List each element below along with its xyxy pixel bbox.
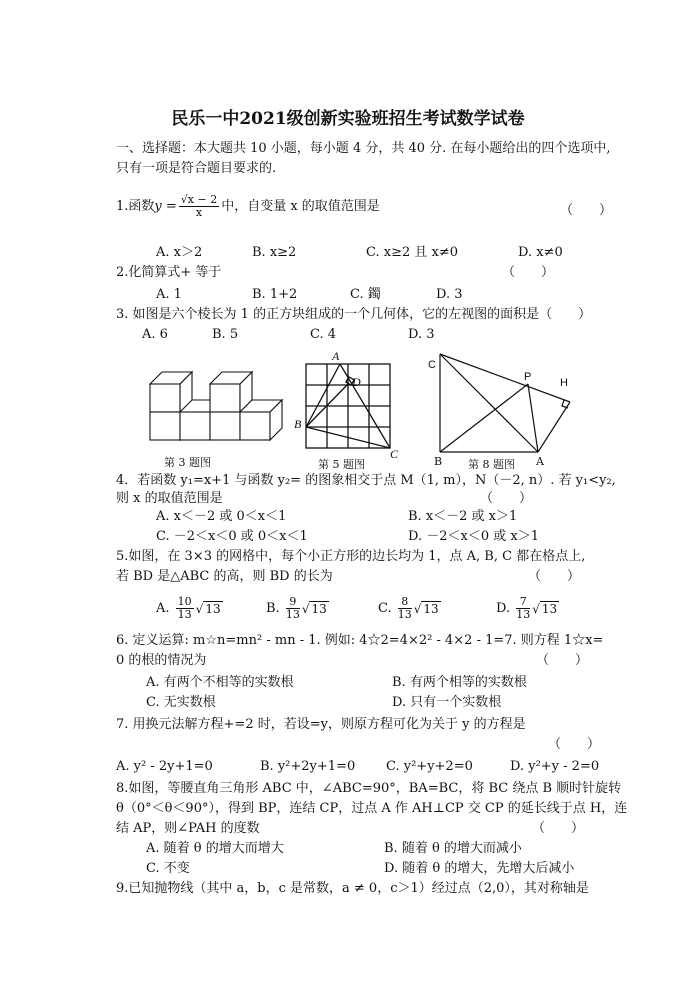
question-1 — [116, 194, 380, 219]
q4-option-d: D. －2＜x＜0 或 x＞1 — [408, 529, 539, 544]
q5d-rad: 13 — [541, 601, 558, 616]
q7-answer-paren: （ ） — [548, 737, 601, 752]
q4-option-c: C. －2＜x＜0 或 0＜x＜1 — [156, 529, 308, 544]
q5a-den: 13 — [177, 608, 192, 621]
q1-prefix: 1.函数 — [116, 199, 155, 214]
q5b-num: 9 — [286, 596, 300, 609]
q1-denominator: x — [195, 206, 203, 219]
q2-option-d: D. 3 — [436, 287, 463, 302]
q5c-num: 8 — [398, 596, 412, 609]
fig5-label-c: C — [390, 447, 399, 460]
q6-option-b: B. 有两个相等的实数根 — [392, 675, 527, 690]
q2-option-c: C. 鐲 — [350, 287, 381, 302]
fig8-label-c: C — [428, 359, 436, 371]
q1-suffix: 中，自变量 x 的取值范围是 — [221, 199, 380, 214]
question-9: 9.已知抛物线（其中 a，b，c 是常数，a ≠ 0，c＞1）经过点（2,0），其对称轴是 — [116, 881, 589, 896]
q3-option-d: D. 3 — [408, 327, 435, 342]
q5-option-a: A. $\frac{10}{13}$ √ 13 — [156, 595, 221, 621]
figure-5-grid — [292, 348, 404, 460]
q5b-rad: 13 — [311, 601, 327, 616]
question-6-line2: 0 的根的情况为 — [116, 653, 207, 668]
q5d-num: 7 — [516, 596, 530, 609]
fig5-label-d: D — [352, 375, 361, 389]
q4-option-b: B. x＜－2 或 x＞1 — [408, 509, 518, 524]
fig8-label-b: B — [434, 455, 443, 468]
q7-option-c: C. y²+y+2=0 — [386, 759, 473, 774]
q4-answer-paren: （ ） — [480, 491, 533, 506]
q5d-label: D. — [496, 601, 511, 616]
q1-option-d: D. x≠0 — [518, 245, 563, 260]
question-8-line3: 结 AP，则∠PAH 的度数 — [116, 821, 260, 836]
q5c-rad: 13 — [423, 601, 439, 616]
fig8-label-h: H — [560, 377, 568, 389]
q5c-den: 13 — [397, 608, 412, 621]
fig8-label-a: A — [536, 455, 544, 468]
figure-8-caption: 第 8 题图 — [468, 458, 515, 471]
q3-option-a: A. 6 — [142, 327, 168, 342]
q6-option-c: C. 无实数根 — [146, 695, 216, 710]
question-3: 3. 如图是六个棱长为 1 的正方块组成的一个几何体，它的左视图的面积是（ ） — [116, 307, 592, 322]
fig8-label-p: P — [524, 371, 532, 383]
question-7: 7. 用换元法解方程+=2 时，若设=y，则原方程可化为关于 y 的方程是 — [116, 717, 526, 732]
question-4-line1: 4．若函数 y₁=x+1 与函数 y₂= 的图象相交于点 M（1, m），N（－2, n）. 若 y₁<y₂, — [116, 473, 616, 488]
figure-8-triangle — [424, 348, 584, 458]
q5b-den: 13 — [285, 608, 300, 621]
q1-numerator: √x − 2 — [180, 193, 218, 206]
q6-option-a: A. 有两个不相等的实数根 — [146, 675, 294, 690]
section-instructions-line2: 只有一项是符合题目要求的. — [116, 161, 277, 176]
q8-option-d: D. 随着 θ 的增大，先增大后减小 — [384, 861, 575, 876]
q3-option-c: C. 4 — [310, 327, 337, 342]
q4-option-a: A. x＜－2 或 0＜x＜1 — [156, 509, 287, 524]
q7-option-a: A. y² - 2y+1=0 — [116, 759, 213, 774]
question-4-line2: 则 x 的取值范围是 — [116, 491, 223, 506]
q1-fraction — [179, 194, 219, 219]
q3-option-b: B. 5 — [212, 327, 239, 342]
q5-answer-paren: （ ） — [528, 569, 581, 584]
q2-option-b: B. 1+2 — [252, 287, 298, 302]
fig5-label-a: A — [332, 349, 340, 363]
q7-option-d: D. y²+y - 2=0 — [510, 759, 600, 774]
figure-5-caption: 第 5 题图 — [318, 458, 365, 471]
figure-3-caption: 第 3 题图 — [164, 456, 211, 469]
q7-option-b: B. y²+2y+1=0 — [260, 759, 356, 774]
question-5-line1: 5.如图，在 3×3 的网格中，每个小正方形的边长均为 1，点 A, B, C 都在格点上, — [116, 549, 586, 564]
question-6-line1: 6. 定义运算: m☆n=mn² - mn - 1. 例如: 4☆2=4×2² - 4×2 - 1=7. 则方程 1☆x= — [116, 633, 604, 648]
q8-option-b: B. 随着 θ 的增大而减小 — [384, 841, 522, 856]
q5a-rad: 13 — [205, 601, 221, 616]
q6-option-d: D. 只有一个实数根 — [392, 695, 502, 710]
q5-option-d: D. $\frac{7}{13}$ √ 13 — [496, 595, 558, 621]
q5b-label: B. — [266, 601, 280, 616]
figure-3-solid — [144, 362, 284, 444]
q1-option-c: C. x≥2 且 x≠0 — [366, 245, 459, 260]
question-8-line1: 8.如图，等腰直角三角形 ABC 中，∠ABC=90°，BA=BC，将 BC 绕点 B 顺时针旋转 — [116, 781, 622, 796]
q6-answer-paren: （ ） — [536, 653, 589, 668]
q5a-num: 10 — [177, 595, 192, 608]
q8-answer-paren: （ ） — [532, 821, 585, 836]
q1-option-b: B. x≥2 — [252, 245, 297, 260]
q1-func-y: y = — [154, 199, 177, 214]
q2-answer-paren: （ ） — [502, 265, 555, 280]
q1-option-a: A. x＞2 — [156, 245, 203, 260]
q5a-label: A. — [156, 601, 170, 616]
page-title: 民乐一中2021级创新实验班招生考试数学试卷 — [171, 109, 525, 129]
question-8-line2: θ（0°＜θ＜90°），得到 BP，连结 CP，过点 A 作 AH⊥CP 交 CP 的延长线于点 H，连 — [116, 801, 628, 816]
q5c-label: C. — [378, 601, 392, 616]
q2-option-a: A. 1 — [156, 287, 182, 302]
q5-option-c: C. $\frac{8}{13}$ √ 13 — [378, 595, 439, 621]
q5-option-b: B. $\frac{9}{13}$ √ 13 — [266, 595, 327, 621]
q1-answer-paren: （ ） — [560, 203, 613, 218]
section-instructions-line1: 一、选择题：本大题共 10 小题，每小题 4 分，共 40 分. 在每小题给出的四个选项中, — [116, 141, 611, 156]
question-2: 2.化简算式+ 等于 — [116, 265, 222, 280]
q8-option-c: C. 不变 — [146, 861, 190, 876]
q5d-den: 13 — [516, 608, 531, 621]
q8-option-a: A. 随着 θ 的增大而增大 — [146, 841, 284, 856]
question-5-line2: 若 BD 是△ABC 的高，则 BD 的长为 — [116, 569, 333, 584]
fig5-label-b: B — [294, 417, 302, 431]
